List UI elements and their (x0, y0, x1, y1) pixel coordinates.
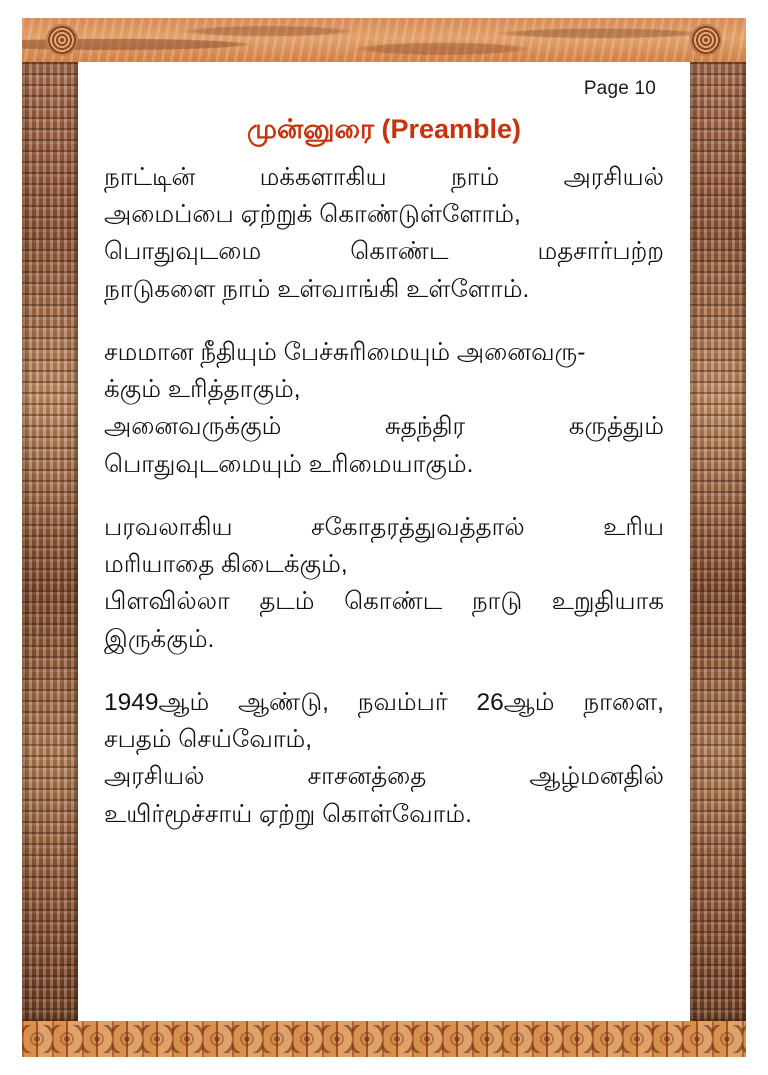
text-line (104, 159, 664, 196)
text-word: சுதந்திர (384, 413, 466, 441)
text-word: நாட்டின் (104, 164, 196, 191)
text-word: கொண்ட (344, 588, 443, 616)
text-word: நவம்பர் (357, 688, 448, 716)
text-word: பொதுவுடமை (104, 238, 262, 266)
top-ornamental-band (22, 18, 746, 62)
text-line (104, 408, 664, 445)
text-word: நாம் (450, 164, 500, 191)
text-line: பொதுவுடமையும் உரிமையாகும். (104, 450, 474, 478)
decorative-border-frame (22, 18, 746, 1057)
text-word: ஆண்டு, (238, 688, 329, 716)
text-word: தடம் (259, 588, 315, 616)
text-word: உறுதியாக (551, 588, 664, 616)
text-word: ஆழ்மனதில் (529, 763, 664, 791)
text-word: அனைவருக்கும் (104, 413, 282, 441)
text-line: மரியாதை கிடைக்கும், (104, 551, 348, 579)
spiral-medallion-right-icon (690, 24, 722, 56)
page-title (104, 114, 664, 149)
text-word: கொண்ட (350, 238, 449, 266)
paragraph (104, 334, 664, 483)
text-line (104, 233, 664, 270)
text-word: நாளை, (583, 688, 664, 716)
text-line (104, 684, 664, 721)
page-number: Page 10 (583, 78, 656, 99)
text-word: பரவலாகிய (104, 513, 233, 541)
text-word: அரசியல் (563, 164, 664, 191)
text-word: மதசார்பற்ற (537, 238, 664, 266)
text-line: சமமான நீதியும் பேச்சுரிமையும் அனைவரு- (104, 338, 586, 366)
text-line (104, 758, 664, 795)
text-line: நாடுகளை நாம் உள்வாங்கி உள்ளோம். (104, 275, 530, 303)
text-word: பிளவில்லா (104, 588, 230, 616)
page-content-sheet (78, 62, 690, 1021)
text-word: 1949ஆம் (104, 688, 210, 716)
paragraph (104, 684, 664, 833)
text-line: அமைப்பை ஏற்றுக் கொண்டுள்ளோம், (104, 201, 521, 229)
text-line: க்கும் உரித்தாகும், (104, 376, 301, 404)
preamble-body-text (104, 159, 664, 833)
text-line: சபதம் செய்வோம், (104, 726, 313, 754)
text-line: இருக்கும். (104, 625, 215, 653)
text-word: சகோதரத்துவத்தால் (310, 513, 525, 541)
text-line: உயிர்மூச்சாய் ஏற்று கொள்வோம். (104, 800, 472, 828)
text-word: 26ஆம் (476, 688, 555, 716)
text-word: உரிய (603, 513, 664, 541)
spiral-medallion-left-icon (46, 24, 78, 56)
page-title-tamil: முன்னுரை (246, 114, 374, 144)
left-pillar-ornament (22, 62, 78, 1021)
text-word: கருத்தும் (568, 413, 664, 441)
page-title-english: (Preamble) (381, 114, 522, 144)
text-line (104, 583, 664, 620)
text-word: மக்களாகிய (259, 164, 387, 191)
text-line (104, 509, 664, 546)
right-pillar-ornament (690, 62, 746, 1021)
bottom-ornamental-band (22, 1021, 746, 1057)
text-word: நாடு (471, 588, 523, 616)
paragraph (104, 159, 664, 308)
text-word: அரசியல் (104, 763, 205, 791)
paragraph (104, 509, 664, 658)
text-word: சாசனத்தை (307, 763, 427, 791)
